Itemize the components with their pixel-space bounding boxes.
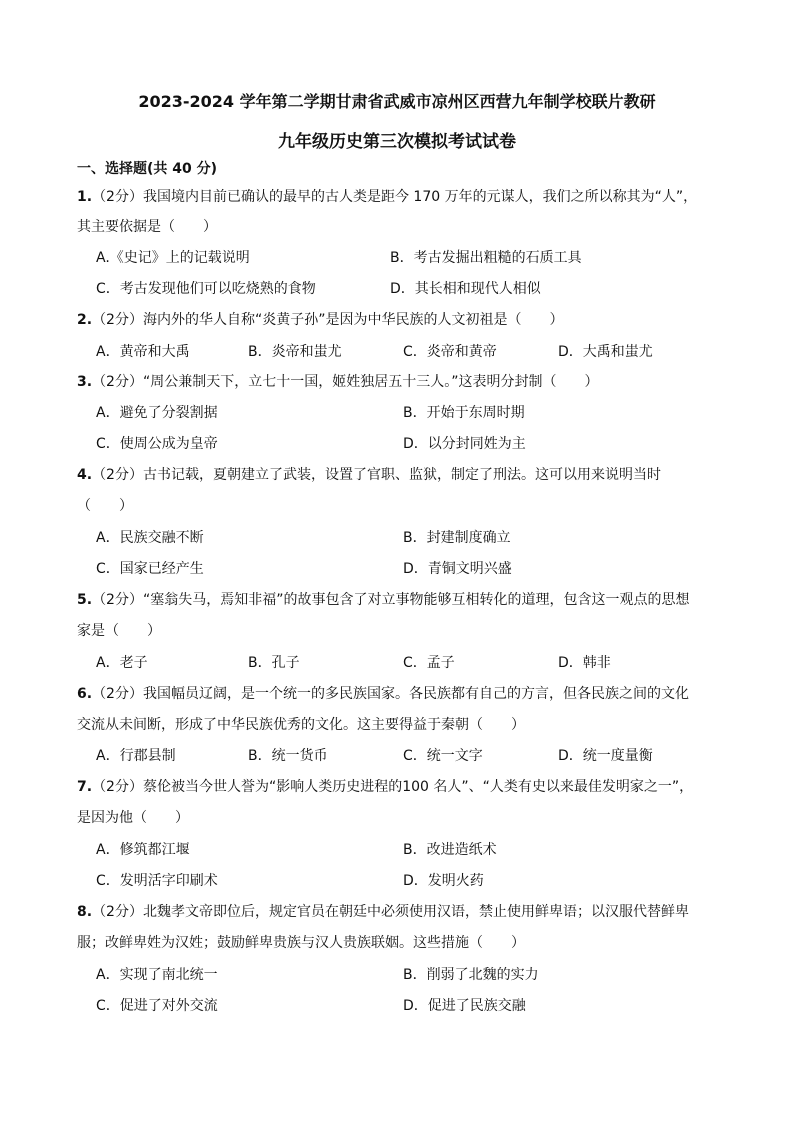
question-5-option-d[interactable]: D．韩非 (558, 655, 611, 671)
question-4-option-c[interactable]: C．国家已经产生 (96, 561, 204, 577)
question-8-option-b[interactable]: B．削弱了北魏的实力 (403, 967, 539, 983)
question-1-option-a[interactable]: A.《史记》上的记载说明 (96, 250, 250, 266)
exam-title-line2: 九年级历史第三次模拟考试试卷 (278, 132, 516, 152)
question-2-option-a[interactable]: A．黄帝和大禹 (96, 344, 190, 360)
question-7-option-b[interactable]: B．改进造纸术 (403, 842, 497, 858)
question-1-line1: 1.（2分）我国境内目前已确认的最早的古人类是距今 170 万年的元谋人，我们之所以称其为“人”， (77, 189, 698, 205)
question-number: 8. (77, 904, 93, 920)
question-1-line2: 其主要依据是（ ） (77, 219, 217, 235)
question-4-option-b[interactable]: B．封建制度确立 (403, 530, 511, 546)
question-6-option-c[interactable]: C．统一文字 (403, 748, 483, 764)
question-5-option-a[interactable]: A．老子 (96, 655, 148, 671)
question-6-line1: 6.（2分）我国幅员辽阔，是一个统一的多民族国家。各民族都有自己的方言，但各民族之间的文化 (77, 686, 689, 702)
question-6-line2: 交流从未间断，形成了中华民族优秀的文化。这主要得益于秦朝（ ） (77, 717, 525, 733)
question-number: 5. (77, 592, 93, 608)
question-number: 7. (77, 779, 93, 795)
question-7-option-c[interactable]: C．发明活字印刷术 (96, 873, 218, 889)
question-number: 2. (77, 312, 93, 328)
question-7-option-d[interactable]: D．发明火药 (403, 873, 484, 889)
question-1-option-b[interactable]: B．考古发掘出粗糙的石质工具 (390, 250, 582, 266)
question-4-option-d[interactable]: D．青铜文明兴盛 (403, 561, 512, 577)
question-2-option-d[interactable]: D．大禹和蚩尤 (558, 344, 653, 360)
exam-title-line1: 2023-2024 学年第二学期甘肃省武威市凉州区西营九年制学校联片教研 (138, 92, 656, 111)
question-5-line2: 家是（ ） (77, 623, 161, 639)
question-number: 6. (77, 686, 93, 702)
question-6-option-b[interactable]: B．统一货币 (248, 748, 328, 764)
question-6-option-a[interactable]: A．行郡县制 (96, 748, 176, 764)
question-5-option-b[interactable]: B．孔子 (248, 655, 300, 671)
question-8-option-a[interactable]: A．实现了南北统一 (96, 967, 218, 983)
question-3-option-c[interactable]: C．使周公成为皇帝 (96, 436, 218, 452)
question-7-line1: 7.（2分）蔡伦被当今世人誉为“影响人类历史进程的100 名人”、“人类有史以来最佳发明家之一”， (77, 779, 694, 795)
question-3-option-b[interactable]: B．开始于东周时期 (403, 405, 525, 421)
question-2-option-b[interactable]: B．炎帝和蚩尤 (248, 344, 342, 360)
question-3-option-a[interactable]: A．避免了分裂割据 (96, 405, 218, 421)
question-3-option-d[interactable]: D．以分封同姓为主 (403, 436, 526, 452)
question-8-option-d[interactable]: D．促进了民族交融 (403, 998, 526, 1014)
question-5-line1: 5.（2分）“塞翁失马，焉知非福”的故事包含了对立事物能够互相转化的道理，包含这一观点的思想 (77, 592, 690, 608)
question-8-option-c[interactable]: C．促进了对外交流 (96, 998, 218, 1014)
question-number: 1. (77, 189, 93, 205)
question-1-option-d[interactable]: D．其长相和现代人相似 (390, 281, 541, 297)
question-4-option-a[interactable]: A．民族交融不断 (96, 530, 204, 546)
question-4-line1: 4.（2分）古书记载，夏朝建立了武装，设置了官职、监狱，制定了刑法。这可以用来说明当时 (77, 467, 661, 483)
question-number: 4. (77, 467, 93, 483)
question-2-option-c[interactable]: C．炎帝和黄帝 (403, 344, 497, 360)
question-7-option-a[interactable]: A．修筑都江堰 (96, 842, 190, 858)
question-8-line1: 8.（2分）北魏孝文帝即位后，规定官员在朝廷中必须使用汉语，禁止使用鲜卑语；以汉服代替鲜卑 (77, 904, 689, 920)
section-heading: 一、选择题(共 40 分) (77, 161, 218, 177)
question-5-option-c[interactable]: C．孟子 (403, 655, 455, 671)
question-7-line2: 是因为他（ ） (77, 810, 189, 826)
question-4-line2: （ ） (77, 498, 133, 514)
question-number: 3. (77, 374, 93, 390)
question-6-option-d[interactable]: D．统一度量衡 (558, 748, 653, 764)
question-8-line2: 服；改鲜卑姓为汉姓；鼓励鲜卑贵族与汉人贵族联姻。这些措施（ ） (77, 935, 525, 951)
question-2-line1: 2.（2分）海内外的华人自称“炎黄子孙”是因为中华民族的人文初祖是（ ） (77, 312, 564, 328)
question-3-line1: 3.（2分）“周公兼制天下，立七十一国，姬姓独居五十三人。”这表明分封制（ ） (77, 374, 599, 390)
question-1-option-c[interactable]: C．考古发现他们可以吃烧熟的食物 (96, 281, 316, 297)
